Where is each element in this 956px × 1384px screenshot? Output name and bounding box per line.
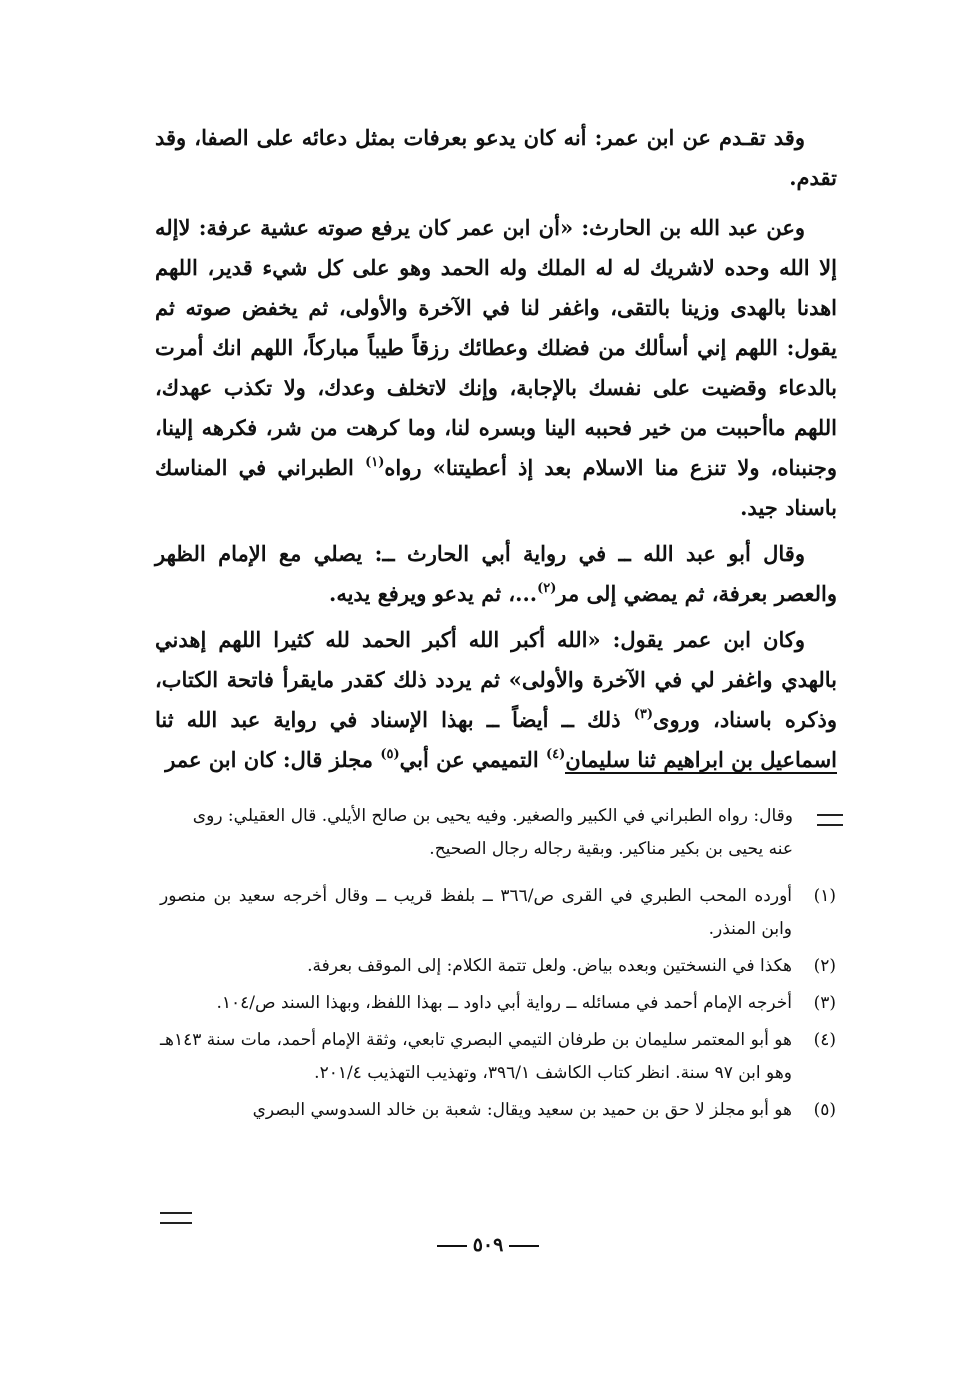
- paragraph-2-text: وعن عبد الله بن الحارث: «أن ابن عمر كان يرفع صوته عشية عرفة: لاإله إلا الله وحده لاشريك له له الملك وله الحمد وهو على كل شيء قدير، اللهم اهدنا بالهدى وزينا بالتقى، واغفر لنا في الآخرة والأولى، ثم يخفض صوته ثم يقول: اللهم إني أسألك من فضلك وعطائك رزقاً طيباً مباركاً، اللهم انك أمرت بالدعاء وقضيت على نفسك بالإجابة، وإنك لاتخلف وعدك، ولا تكذب عهدك، اللهم ماأحببت من خير فحببه الينا وبسره لنا، وما كرهت من شر، فكرهه إلينا، وجنبناه، ولا تنزع منا الاسلام بعد إذ أعطيتنا» رواه: [155, 215, 837, 480]
- footnote-1: [160, 880, 836, 946]
- underlined-chain: اسماعيل بن ابراهيم ثنا سليمان: [565, 747, 837, 772]
- footnote-text: أورده المحب الطبري في القرى ص/٣٦٦ ــ بلفظ قريب ــ وقال أخرجه سعيد بن منصور وابن المنذر.: [160, 886, 793, 939]
- footnote-2: [160, 950, 836, 983]
- footnote-5: [160, 1094, 836, 1127]
- footnote-3: [160, 987, 836, 1020]
- paragraph-1: وقد تقـدم عن ابن عمر: أنه كان يدعو بعرفات بمثل دعائه على الصفا، وقد تقدم.: [155, 125, 837, 190]
- footnote-text: هكذا في النسختين وبعده بياض. ولعل تتمة الكلام: إلى الموقف بعرفة.: [307, 956, 792, 976]
- paragraph-4-text-b: ذلك ــ أيضاً ــ بهذا الإسناد في رواية عبد الله ثنا: [155, 707, 634, 732]
- footnote-ref-1: (١): [365, 455, 385, 470]
- footnote-continues-mark: [160, 1212, 192, 1224]
- dash-divider: [437, 1245, 467, 1247]
- page-number-value: ٥٠٩: [472, 1234, 504, 1256]
- main-text: [155, 118, 837, 786]
- continuation-mark: [817, 814, 843, 826]
- footnote-number: (٤): [813, 1030, 836, 1050]
- footnote-text: أخرجه الإمام أحمد في مسائله ــ رواية أبي داود ــ بهذا اللفظ، وبهذا السند ص/١٠٤.: [216, 993, 792, 1013]
- paragraph-4-text-c: التميمي عن أبي: [399, 747, 546, 772]
- paragraph-2: [155, 208, 837, 528]
- continued-footnote: [175, 800, 835, 866]
- footnote-number: (١): [813, 886, 836, 906]
- paragraph-3-text: وقال أبو عبد الله ــ في رواية أبي الحارث ــ: يصلي مع الإمام الظهر والعصر بعرفة، ثم يمضي إلى مر: [155, 541, 837, 606]
- footnote-4: [160, 1024, 836, 1090]
- paragraph-3-end: ...، ثم يدعو ويرفع يديه.: [329, 581, 538, 606]
- footnote-ref-3: (٣): [633, 707, 654, 722]
- footnote-text: هو أبو المعتمر سليمان بن طرفان التيمي البصري تابعي، وثقة الإمام أحمد، مات سنة ١٤٣هـ وهو ابن ٩٧ سنة. انظر كتاب الكاشف ٣٩٦/١، وتهذيب التهذيب ٢٠١/٤.: [160, 1030, 792, 1083]
- footnotes: [160, 880, 836, 1131]
- footnote-ref-4: (٤): [545, 747, 566, 762]
- footnote-number: (٣): [813, 993, 836, 1013]
- paragraph-2-end: الطبراني في المناسك باسناد جيد.: [155, 455, 837, 520]
- paragraph-4: [155, 620, 837, 780]
- paragraph-3: [155, 534, 837, 614]
- footnote-ref-5: (٥): [380, 747, 400, 762]
- paragraph-4-text-a: وكان ابن عمر يقول: «الله أكبر الله أكبر الحمد لله كثيرا اللهم إهدني بالهدي واغفر لي في الآخرة والأولى» ثم يردد ذلك كقدر مايقرأ فاتحة الكتاب، وذكره باسناد، وروى: [155, 627, 838, 732]
- footnote-text: هو أبو مجلز لا حق بن حميد بن سعيد ويقال: شعبة بن خالد السدوسي البصري: [252, 1100, 792, 1120]
- page-number: [378, 1234, 598, 1256]
- continued-footnote-text: وقال: رواه الطبراني في الكبير والصغير. وفيه يحيى بن صالح الأيلي. قال العقيلي: روى عنه يحيى بن بكير مناكير. وبقية رجاله رجال الصحيح.: [192, 806, 793, 859]
- dash-divider: [509, 1245, 539, 1247]
- footnote-number: (٥): [813, 1100, 836, 1120]
- footnote-number: (٢): [813, 956, 836, 976]
- paragraph-4-text-d: مجلز قال: كان ابن عمر: [165, 747, 381, 772]
- footnote-ref-2: (٢): [537, 581, 557, 596]
